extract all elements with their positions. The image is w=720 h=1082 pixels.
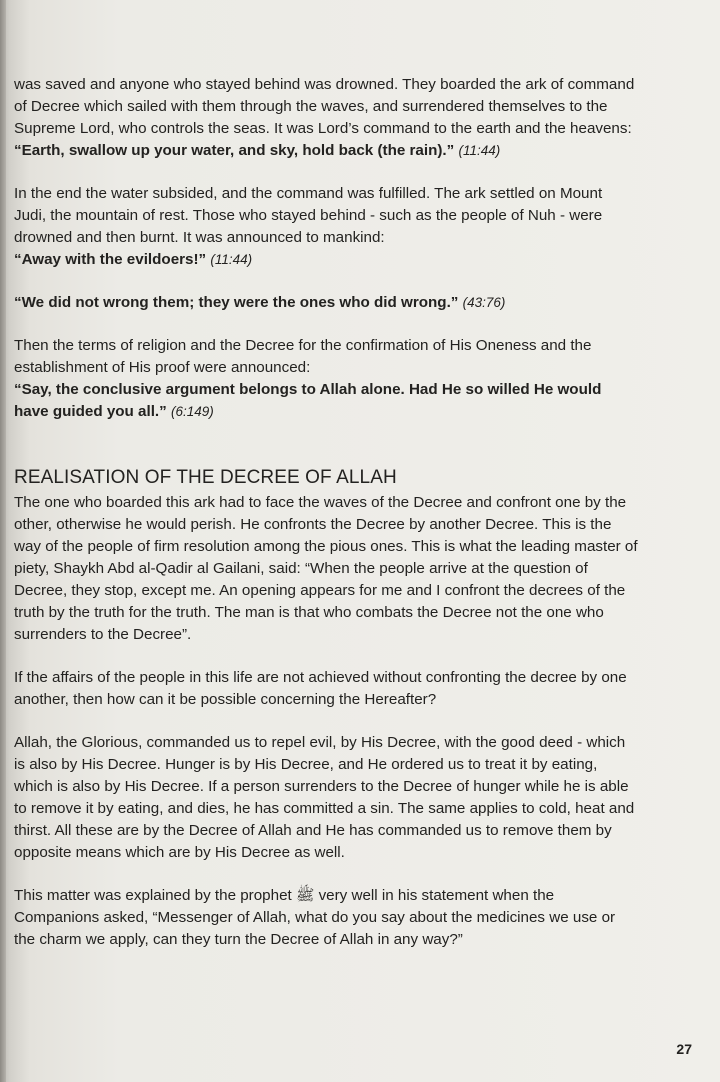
page-number: 27 [676,1041,692,1057]
paragraph-2-quote: “Away with the evildoers!” [14,251,207,268]
paragraph-3-ref: (43:76) [462,295,506,310]
paragraph-4-ref: (6:149) [171,404,214,419]
page-content [14,74,638,972]
paragraph-1-quote: “Earth, swallow up your water, and sky, hold back (the rain).” [14,142,455,159]
paragraph-4-quote: “Say, the conclusive argument belongs to Allah alone. Had He so willed He would have guided you all.” [14,381,602,420]
paragraph-7-text: Allah, the Glorious, commanded us to repel evil, by His Decree, with the good deed - which is also by His Decree. Hunger is by His Decree, and He ordered us to treat it by eating, which is also by His Decree. If a person surrenders to the Decree of hunger while he is able to remove it by eating, and dies, he has committed a sin. The same applies to cold, heat and thirst. All these are by the Decree of Allah and He has commanded us to remove them by opposite means which are by His Decree as well. [14,734,635,861]
paragraph-4 [14,335,638,423]
paragraph-8 [14,885,638,951]
paragraph-6-text: If the affairs of the people in this life are not achieved without confronting the decree by one another, then how can it be possible concerning the Hereafter? [14,669,627,708]
paragraph-1 [14,74,638,162]
paragraph-2-ref: (11:44) [210,252,253,267]
paragraph-2-text: In the end the water subsided, and the command was fulfilled. The ark settled on Mount Judi, the mountain of rest. Those who stayed behind - such as the people of Nuh - were drowned and then burnt. It was announced to mankind: [14,185,603,246]
paragraph-5 [14,492,638,646]
page-gutter-shadow [0,0,6,1082]
paragraph-4-text: Then the terms of religion and the Decree for the confirmation of His Oneness and the establishment of His proof were announced: [14,337,592,376]
section-title: REALISATION OF THE DECREE OF ALLAH [14,467,397,488]
paragraph-5-text: The one who boarded this ark had to face the waves of the Decree and confront one by the other, otherwise he would perish. He confronts the Decree by another Decree. This is the way of the people of firm resolution among the pious ones. This is what the leading master of piety, Shaykh Abd al-Qadir al Gailani, said: “When the people arrive at the question of Decree, they stop, except me. An opening appears for me and I confront the decrees of the truth by the truth for the truth. The man is that who combats the Decree not the one who surrenders to the Decree”. [14,494,638,643]
paragraph-3-quote: “We did not wrong them; they were the ones who did wrong.” [14,294,459,311]
paragraph-3 [14,292,638,314]
paragraph-1-ref: (11:44) [458,143,501,158]
prophet-honorific-icon: ﷺ [295,887,315,904]
paragraph-2 [14,183,638,271]
paragraph-8-text-before: This matter was explained by the prophet [14,887,292,904]
paragraph-7 [14,732,638,864]
paragraph-8-text-after: very well in his statement when the Companions asked, “Messenger of Allah, what do you say about the medicines we use or the charm we apply, can they turn the Decree of Allah in any way?” [14,887,616,948]
paragraph-1-text: was saved and anyone who stayed behind was drowned. They boarded the ark of command of Decree which sailed with them through the waves, and surrendered themselves to the Supreme Lord, who controls the seas. It was Lord’s command to the earth and the heavens: [14,76,635,137]
paragraph-6 [14,667,638,711]
